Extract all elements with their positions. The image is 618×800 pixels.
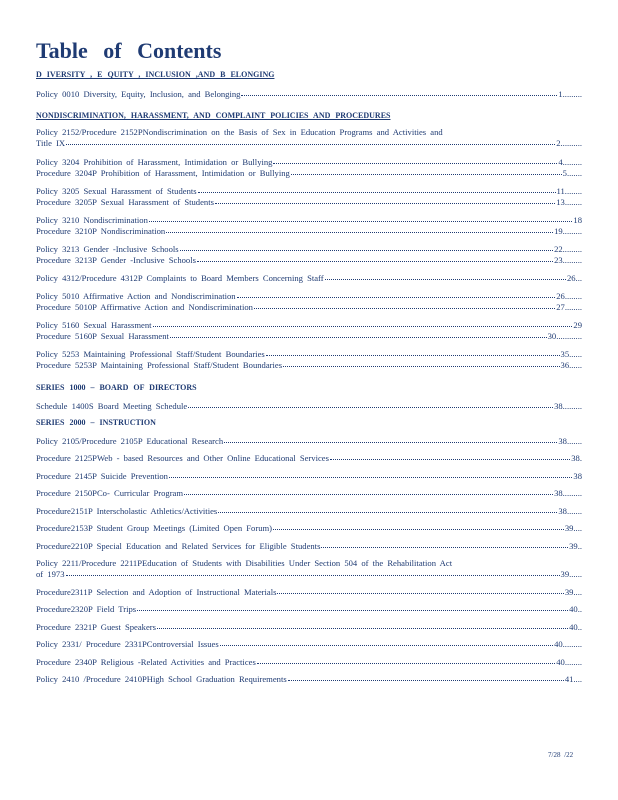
toc-entry-label: Procedure2210P Special Education and Related Services for Eligible Students [36,541,321,551]
toc-entry-line [36,622,582,633]
toc-entry[interactable] [36,127,582,148]
dot-leader [66,137,555,145]
dot-leader [180,243,553,251]
toc-entry-label: Policy 5253 Maintaining Professional Staff/Student Boundaries [36,349,265,359]
dot-leader [166,225,553,233]
dot-leader [325,272,566,280]
toc-page-number: 40.. [569,622,582,632]
toc-entry-label: Policy 3204 Prohibition of Harassment, Intimidation or Bullying [36,157,273,167]
toc-entry-label: Policy 2105/Procedure 2105P Educational Research [36,436,224,446]
toc-page-number: 38......... [554,488,582,498]
toc-entry-label: Procedure 3210P Nondiscrimination [36,225,166,236]
toc-entry-line [36,360,582,371]
toc-entry[interactable] [36,657,582,668]
toc-page-number: 26........ [556,291,582,301]
toc-entry[interactable] [36,558,582,579]
toc-entry-label: Procedure 5010P Affirmative Action and Nondiscrimination [36,301,253,312]
toc-entry-line [36,657,582,668]
toc-entry-line [36,436,582,447]
toc-page-number: 19......... [554,225,582,236]
dot-leader [241,88,557,96]
toc-entry-line [36,138,582,149]
toc-entry[interactable] [36,453,582,464]
dot-leader [218,505,557,513]
dot-leader [170,330,547,338]
toc-entry-label: Policy 3213 Gender -Inclusive Schools [36,244,179,254]
toc-entry-line [36,168,582,179]
dot-leader [188,400,553,408]
dot-leader [184,487,553,495]
toc-page-number: 36...... [560,359,582,370]
toc-page-number: 41.... [564,674,582,684]
toc-entry-label: Procedure 3205P Sexual Harassment of Students [36,196,214,207]
toc-entry[interactable] [36,215,582,236]
toc-entry[interactable] [36,488,582,499]
toc-entry-label: Procedure 2321P Guest Speakers [36,622,157,632]
toc-entry[interactable] [36,244,582,265]
toc-entry[interactable] [36,639,582,650]
dot-leader [288,673,564,681]
toc-page-number: 39.. [569,541,582,551]
toc-page-number: 22......... [554,244,582,254]
toc-entry-line [36,506,582,517]
toc-page-number: 38. [571,453,582,463]
toc-entry[interactable] [36,622,582,633]
toc-entry-label: Procedure2320P Field Trips [36,604,137,614]
toc-entry-label: Procedure 5253P Maintaining Professional Staff/Student Boundaries [36,359,283,370]
toc-entry-label: Procedure 2340P Religious -Related Activities and Practices [36,657,256,667]
page-footer-date: 7/28 /22 [548,751,574,759]
toc-page-number: 5....... [562,167,582,178]
dot-leader [283,359,559,367]
toc-entry-line [36,331,582,342]
toc-page-number: 38......... [554,401,582,411]
toc-entry-label: Policy 5010 Affirmative Action and Nondiscrimination [36,291,236,301]
dot-leader [277,586,563,594]
toc-entry-line [36,273,582,284]
toc-entry-label: Procedure2153P Student Group Meetings (Limited Open Forum) [36,523,273,533]
dot-leader [149,214,573,222]
toc-entry-label: Schedule 1400S Board Meeting Schedule [36,401,188,411]
toc-entry-label: Procedure 2145P Suicide Prevention [36,471,168,481]
dot-leader [273,522,564,530]
toc-page-number: 38....... [558,436,582,446]
toc-entry[interactable] [36,471,582,482]
toc-entry[interactable] [36,541,582,552]
toc-entry-line [36,541,582,552]
toc-entry[interactable] [36,89,582,100]
toc-entry[interactable] [36,186,582,207]
toc-entry-line [36,488,582,499]
toc-page-number: 11........ [556,186,582,196]
toc-page-number: 40........ [556,657,582,667]
dot-leader [237,290,556,298]
dot-leader [254,301,555,309]
toc-page-number: 1......... [558,89,582,99]
toc-entry-line [36,674,582,685]
toc-entry-line [36,569,582,580]
toc-entry-label: Policy 2152/Procedure 2152PNondiscrimination on the Basis of Sex in Education Programs and Activities and [36,127,443,137]
toc-entry-label: Procedure 2150PCo- Curricular Program [36,488,184,498]
toc-entry-line [36,471,582,482]
dot-leader [169,470,572,478]
toc-entry-label: Policy 2211/Procedure 2211PEducation of Students with Disabilities Under Section 504 of the Rehabilitation Act [36,558,453,568]
dot-leader [330,452,570,460]
toc-entry[interactable] [36,157,582,178]
toc-entry-line [36,523,582,534]
dot-leader [198,185,556,193]
toc-entry[interactable] [36,291,582,312]
toc-page-number: 23......... [554,254,582,265]
dot-leader [197,254,553,262]
toc-entry-line [36,587,582,598]
toc-entry-label: Policy 5160 Sexual Harassment [36,320,152,330]
dot-leader [224,435,557,443]
toc-entry-label: Title IX [36,137,66,148]
dot-leader [291,167,562,175]
toc-entry-line [36,226,582,237]
toc-page-number: 39...... [560,568,582,579]
toc-entry[interactable] [36,436,582,447]
toc-page-number: 40.. [569,604,582,614]
toc-page-number: 2.......... [556,137,582,148]
toc-page-number: 13........ [556,196,582,207]
toc-page-number: 39.... [564,523,582,533]
section-heading: D IVERSITY , E QUITY , INCLUSION ,AND B ELONGING [36,70,275,79]
dot-leader [257,656,555,664]
dot-leader [215,196,555,204]
toc-page-number: 26... [566,273,582,283]
section-heading: NONDISCRIMINATION, HARASSMENT, AND COMPLAINT POLICIES AND PROCEDURES [36,111,391,120]
toc-entry-label: Procedure 3204P Prohibition of Harassment, Intimidation or Bullying [36,167,290,178]
toc-entry[interactable] [36,523,582,534]
dot-leader [137,603,568,611]
toc-entry-line [36,197,582,208]
toc-entry-label: Policy 3210 Nondiscrimination [36,215,148,225]
toc-entry[interactable] [36,506,582,517]
toc-entry-line [36,89,582,100]
toc-entry[interactable] [36,587,582,598]
toc-entry[interactable] [36,674,582,685]
toc-entry[interactable] [36,320,582,341]
toc-entry-label: Policy 0010 Diversity, Equity, Inclusion, and Belonging [36,89,241,99]
toc-entry-label: Policy 3205 Sexual Harassment of Students [36,186,197,196]
toc-entry-label: Procedure 3213P Gender -Inclusive Schools [36,254,196,265]
toc-entry[interactable] [36,604,582,615]
section-heading: SERIES 2000 – INSTRUCTION [36,418,156,427]
dot-leader [220,638,553,646]
toc-page-number: 4......... [558,157,582,167]
toc-entry[interactable] [36,349,582,370]
toc-entry-line [36,453,582,464]
toc-page-number: 38....... [558,506,582,516]
toc-page-number: 35...... [560,349,582,359]
toc-entry-label: Policy 2410 /Procedure 2410PHigh School Graduation Requirements [36,674,287,684]
toc-entry-label: of 1973 [36,568,65,579]
toc-entry-line [36,302,582,313]
page-title: Table of Contents [36,38,222,63]
toc-entry-label: Procedure2151P Interscholastic Athletics/Activities [36,506,218,516]
toc-entry-line [36,401,582,412]
dot-leader [273,156,557,164]
toc-page-number: 29 [573,320,582,330]
toc-entry-line [36,255,582,266]
dot-leader [157,621,568,629]
toc-page-number: 39.... [564,587,582,597]
toc-page-number: 38 [573,471,582,481]
dot-leader [66,568,560,576]
toc-page-number: 27........ [556,301,582,312]
toc-entry-label: Procedure2311P Selection and Adoption of Instructional Materials [36,587,277,597]
dot-leader [153,319,573,327]
toc-entry-label: Policy 2331/ Procedure 2331PControversial Issues [36,639,219,649]
toc-entry-label: Procedure 2125PWeb - based Resources and Other Online Educational Services [36,453,329,463]
dot-leader [266,348,560,356]
toc-entry[interactable] [36,273,582,284]
toc-page-number: 30............ [547,330,582,341]
toc-page-number: 18 [573,215,582,225]
dot-leader [321,540,568,548]
toc-entry-label: Procedure 5160P Sexual Harassment [36,330,169,341]
toc-entry-line [36,639,582,650]
toc-entry-label: Policy 4312/Procedure 4312P Complaints to Board Members Concerning Staff [36,273,324,283]
toc-page-number: 40......... [554,639,582,649]
section-heading: SERIES 1000 – BOARD OF DIRECTORS [36,383,197,392]
toc-entry[interactable] [36,401,582,412]
toc-entry-line [36,604,582,615]
